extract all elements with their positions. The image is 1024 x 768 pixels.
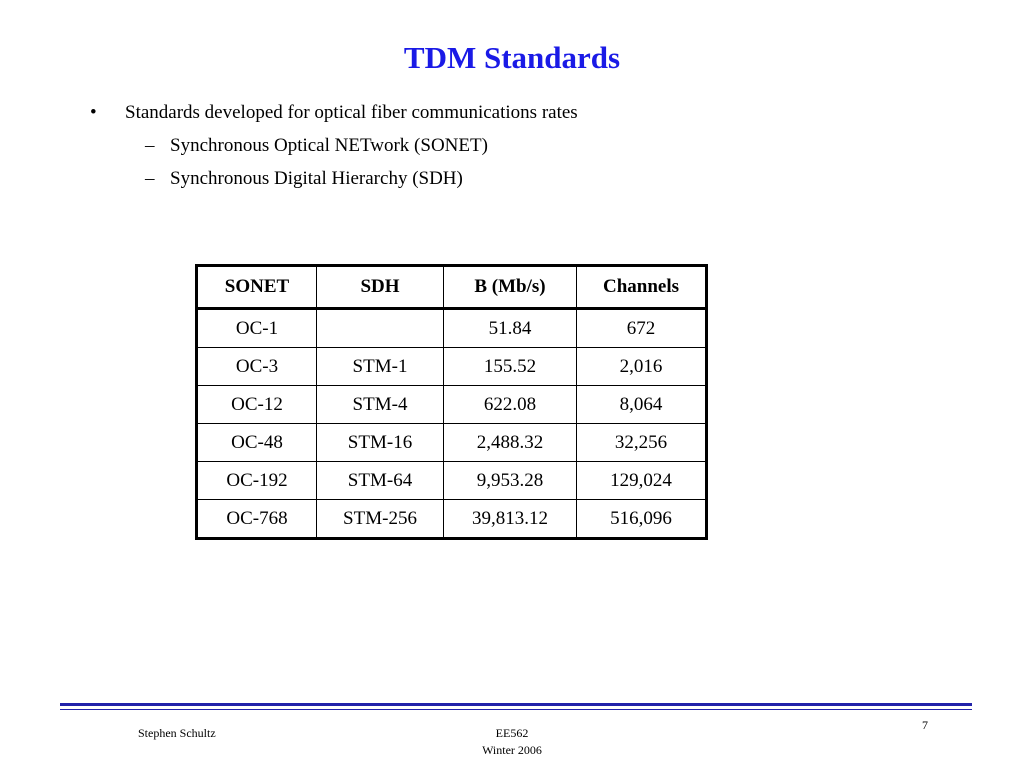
cell-sdh: STM-64 xyxy=(317,462,444,500)
cell-sonet: OC-768 xyxy=(197,500,317,539)
cell-channels: 8,064 xyxy=(577,386,707,424)
header-bitrate: B (Mb/s) xyxy=(444,266,577,309)
cell-sdh: STM-16 xyxy=(317,424,444,462)
slide-title: TDM Standards xyxy=(403,40,621,75)
tdm-standards-table xyxy=(195,264,708,540)
cell-sonet: OC-48 xyxy=(197,424,317,462)
cell-sonet: OC-1 xyxy=(197,309,317,348)
cell-channels: 2,016 xyxy=(577,348,707,386)
header-sdh: SDH xyxy=(317,266,444,309)
table-row xyxy=(197,309,707,348)
cell-sdh xyxy=(317,309,444,348)
cell-bitrate: 155.52 xyxy=(444,348,577,386)
sub-bullet-marker: – xyxy=(145,168,155,189)
table-row xyxy=(197,424,707,462)
cell-bitrate: 51.84 xyxy=(444,309,577,348)
page-number: 7 xyxy=(922,718,928,732)
table-header-row xyxy=(197,266,707,309)
table-row xyxy=(197,348,707,386)
sub-bullet-text: Synchronous Digital Hierarchy (SDH) xyxy=(170,168,463,189)
cell-bitrate: 9,953.28 xyxy=(444,462,577,500)
footer-course: EE562 xyxy=(495,726,529,740)
cell-bitrate: 2,488.32 xyxy=(444,424,577,462)
bullet-marker: • xyxy=(90,102,97,123)
header-sonet: SONET xyxy=(197,266,317,309)
cell-channels: 516,096 xyxy=(577,500,707,539)
sub-bullet-marker: – xyxy=(145,135,155,156)
cell-sdh: STM-4 xyxy=(317,386,444,424)
cell-sdh: STM-1 xyxy=(317,348,444,386)
bullet-text: Standards developed for optical fiber communications rates xyxy=(125,102,578,123)
footer-divider-thick xyxy=(60,703,972,706)
cell-channels: 672 xyxy=(577,309,707,348)
footer-term: Winter 2006 xyxy=(482,743,542,757)
footer-author: Stephen Schultz xyxy=(138,726,216,740)
cell-sdh: STM-256 xyxy=(317,500,444,539)
sub-bullet-text: Synchronous Optical NETwork (SONET) xyxy=(170,135,488,156)
cell-sonet: OC-192 xyxy=(197,462,317,500)
cell-bitrate: 39,813.12 xyxy=(444,500,577,539)
table-row xyxy=(197,500,707,539)
cell-sonet: OC-12 xyxy=(197,386,317,424)
header-channels: Channels xyxy=(577,266,707,309)
table-row xyxy=(197,462,707,500)
cell-channels: 129,024 xyxy=(577,462,707,500)
table-row xyxy=(197,386,707,424)
cell-bitrate: 622.08 xyxy=(444,386,577,424)
cell-sonet: OC-3 xyxy=(197,348,317,386)
footer-divider-thin xyxy=(60,709,972,710)
cell-channels: 32,256 xyxy=(577,424,707,462)
